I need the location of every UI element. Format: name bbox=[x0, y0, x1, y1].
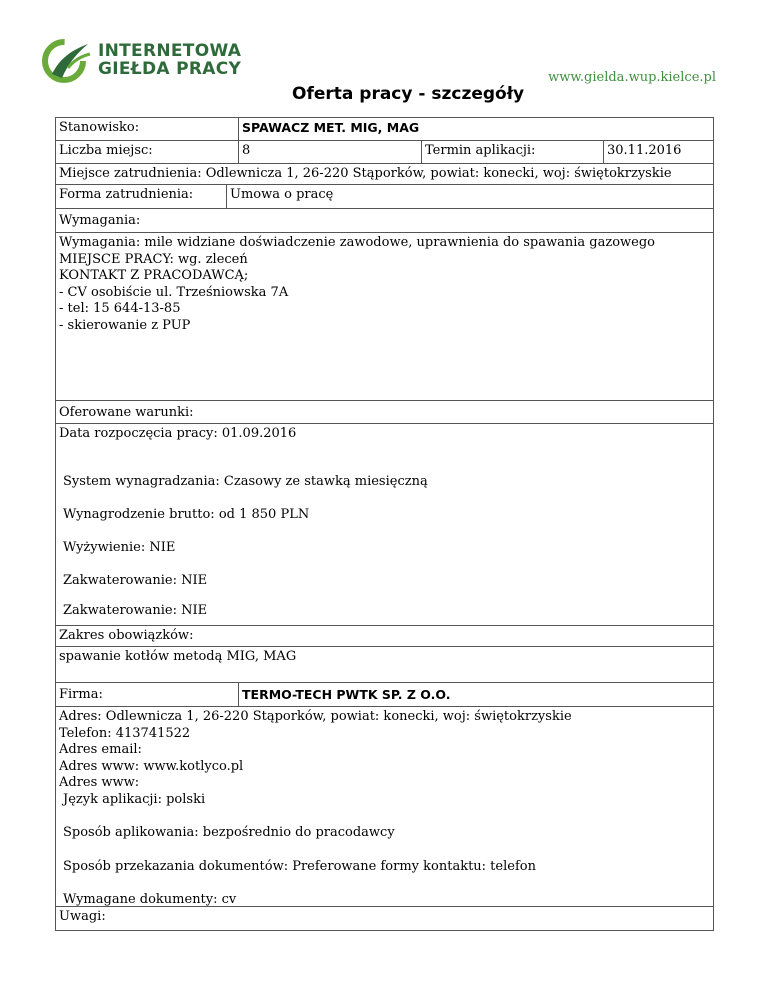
conditions-label-row bbox=[56, 401, 713, 424]
page-title: Oferta pracy - szczegóły bbox=[292, 84, 525, 104]
requirements-line: - CV osobiście ul. Trześniowska 7A bbox=[59, 284, 289, 300]
company-www-empty: Adres www: bbox=[59, 775, 140, 790]
site-url: www.gielda.wup.kielce.pl bbox=[548, 70, 716, 85]
company-address: Adres: Odlewnicza 1, 26-220 Stąporków, powiat: konecki, woj: świętokrzyskie bbox=[59, 709, 572, 724]
company-value: TERMO-TECH PWTK SP. Z O.O. bbox=[242, 687, 451, 702]
places-row bbox=[56, 141, 713, 164]
requirements-label: Wymagania: bbox=[59, 213, 141, 228]
requirements-text bbox=[56, 233, 713, 400]
requirements-line: - skierowanie z PUP bbox=[59, 317, 191, 333]
logo bbox=[42, 38, 242, 82]
places-value: 8 bbox=[239, 141, 422, 163]
documents-transfer: Sposób przekazania dokumentów: Preferowane formy kontaktu: telefon bbox=[63, 858, 536, 874]
requirements-row bbox=[56, 233, 713, 401]
notes-row bbox=[56, 907, 713, 930]
logo-text-line2: GIEŁDA PRACY bbox=[98, 59, 242, 79]
salary-system: System wynagradzania: Czasowy ze stawką miesięczną bbox=[63, 474, 428, 489]
places-label: Liczba miejsc: bbox=[56, 141, 239, 163]
workplace-row bbox=[56, 164, 713, 185]
notes-label: Uwagi: bbox=[59, 909, 106, 924]
conditions-label: Oferowane warunki: bbox=[59, 405, 194, 420]
position-value: SPAWACZ MET. MIG, MAG bbox=[242, 120, 420, 135]
duties-label-row bbox=[56, 626, 713, 647]
requirements-line: KONTAKT Z PRACODAWCĄ; bbox=[59, 268, 249, 283]
required-documents: Wymagane dokumenty: cv bbox=[63, 892, 237, 907]
logo-mark-icon bbox=[42, 38, 94, 84]
employment-label: Forma zatrudnienia: bbox=[56, 185, 227, 208]
requirements-label-row bbox=[56, 209, 713, 233]
company-row bbox=[56, 683, 713, 707]
salary: Wynagrodzenie brutto: od 1 850 PLN bbox=[63, 507, 310, 522]
company-www: Adres www: www.kotlyco.pl bbox=[59, 758, 244, 774]
duties-row bbox=[56, 647, 713, 683]
company-phone: Telefon: 413741522 bbox=[59, 725, 191, 741]
requirements-line: MIEJSCE PRACY: wg. zleceń bbox=[59, 251, 248, 267]
accommodation: Zakwaterowanie: NIE bbox=[63, 573, 208, 588]
application-method: Sposób aplikowania: bezpośrednio do pracodawcy bbox=[63, 825, 395, 840]
position-row bbox=[56, 118, 713, 141]
company-details-row bbox=[56, 707, 713, 907]
logo-text-line1: INTERNETOWA bbox=[98, 41, 242, 61]
conditions-text bbox=[56, 424, 713, 625]
employment-value: Umowa o pracę bbox=[230, 187, 334, 202]
deadline-value: 30.11.2016 bbox=[607, 143, 682, 158]
workplace: Miejsce zatrudnienia: Odlewnicza 1, 26-220 Stąporków, powiat: konecki, woj: świętokrzyskie bbox=[59, 166, 672, 181]
duties-value: spawanie kotłów metodą MIG, MAG bbox=[59, 649, 297, 664]
conditions-row bbox=[56, 424, 713, 626]
start-date: Data rozpoczęcia pracy: 01.09.2016 bbox=[59, 426, 297, 441]
food: Wyżywienie: NIE bbox=[63, 540, 176, 555]
duties-label: Zakres obowiązków: bbox=[59, 628, 194, 643]
requirements-line: Wymagania: mile widziane doświadczenie zawodowe, uprawnienia do spawania gazowego bbox=[59, 235, 655, 250]
application-language: Język aplikacji: polski bbox=[63, 791, 206, 807]
offer-table bbox=[55, 117, 714, 931]
accommodation-repeat: Zakwaterowanie: NIE bbox=[63, 603, 208, 618]
position-label: Stanowisko: bbox=[56, 118, 239, 140]
company-label: Firma: bbox=[56, 683, 239, 706]
requirements-line: - tel: 15 644-13-85 bbox=[59, 301, 181, 316]
employment-row bbox=[56, 185, 713, 209]
deadline-label: Termin aplikacji: bbox=[422, 141, 604, 163]
company-details bbox=[56, 707, 713, 906]
company-email: Adres email: bbox=[59, 742, 142, 757]
